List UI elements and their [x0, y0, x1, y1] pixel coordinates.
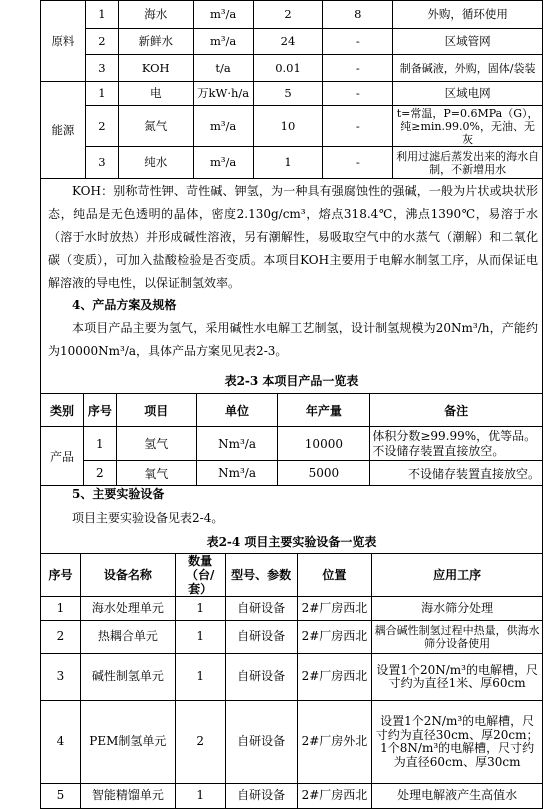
- group-cell: 能源: [41, 82, 86, 179]
- table-row: 3 碱性制氢单元 1 自研设备 2#厂房西北 设置1个20N/m³的电解槽，尺寸约为直径1米、厚60cm: [41, 654, 543, 701]
- section5-text: 项目主要实验设备见表2-4。: [72, 511, 224, 525]
- table-row: 2 氮气 m³/a 10 - t=常温，P=0.6MPa（G），纯≥min.99.0%，无油、无灰: [41, 106, 543, 147]
- table-row: 3 KOH t/a 0.01 - 制备碱液，外购，固体/袋装: [41, 55, 543, 82]
- table-row: 原料 1 海水 m³/a 2 8 外购，循环使用: [41, 1, 543, 29]
- table-row: 5 智能精馏单元 1 自研设备 2#厂房西北 处理电解液产生高值水: [41, 784, 543, 809]
- product-table: [40, 393, 543, 486]
- table-header-row: 类别 序号 项目 单位 年产量 备注: [41, 394, 543, 427]
- table-row: 3 纯水 m³/a 1 - 利用过滤后蒸发出来的海水自制，不新增用水: [41, 147, 543, 179]
- koh-paragraph: KOH：别称苛性钾、苛性碱、钾氢，为一种具有强腐蚀性的强碱，一般为片状或块状形态，纯品是无色透明的晶体，密度2.130g/cm³，熔点318.4℃，沸点1390℃，易溶于水（溶于水时放热）并形成碱性溶液，另有潮解性，易吸取空气中的水蒸气（潮解）和二氧化碳（变质），可加入盐酸检验是否变质。本项目KOH主要用于电解水制氢工序，从而保证电解溶液的导电性，以保证制氢效率。: [48, 184, 538, 290]
- table-header-row: 序号 设备名称 数量（台/套） 型号、参数 位置 应用工序: [41, 554, 543, 597]
- equipment-table: [40, 553, 543, 809]
- table-row: 2 氧气 Nm³/a 5000 不设储存装置直接放空。: [41, 461, 543, 486]
- section4-text: 本项目产品主要为氢气，采用碱性水电解工艺制氢，设计制氢规模为20Nm³/h，产能约为10000Nm³/a，具体产品方案见见表2-3。: [48, 321, 538, 358]
- table-row: 产品 1 氢气 Nm³/a 10000 体积分数≥99.99%，优等品。不设储存装置直接放空。: [41, 427, 543, 461]
- section5-title: 5、主要实验设备: [72, 487, 165, 501]
- materials-table: [40, 0, 543, 179]
- table24-caption: 表2-4 项目主要实验设备一览表: [206, 535, 377, 549]
- table-row: 4 PEM制氢单元 2 自研设备 2#厂房外北 设置1个2N/m³的电解槽，尺寸约为直径30cm、厚20cm；1个8N/m³的电解槽，尺寸约为直径60cm、厚30cm: [41, 701, 543, 784]
- section4-title: 4、产品方案及规格: [72, 298, 177, 312]
- table-row: 1 海水处理单元 1 自研设备 2#厂房西北 海水筛分处理: [41, 597, 543, 621]
- table-row: 2 新鲜水 m³/a 24 - 区域管网: [41, 29, 543, 55]
- table-row: 2 热耦合单元 1 自研设备 2#厂房西北 耦合碱性制氢过程中热量，供海水筛分设备使用: [41, 621, 543, 654]
- table-row: 能源 1 电 万kW·h/a 5 - 区域电网: [41, 82, 543, 106]
- group-cell: 原料: [41, 1, 86, 82]
- table23-caption: 表2-3 本项目产品一览表: [224, 374, 359, 388]
